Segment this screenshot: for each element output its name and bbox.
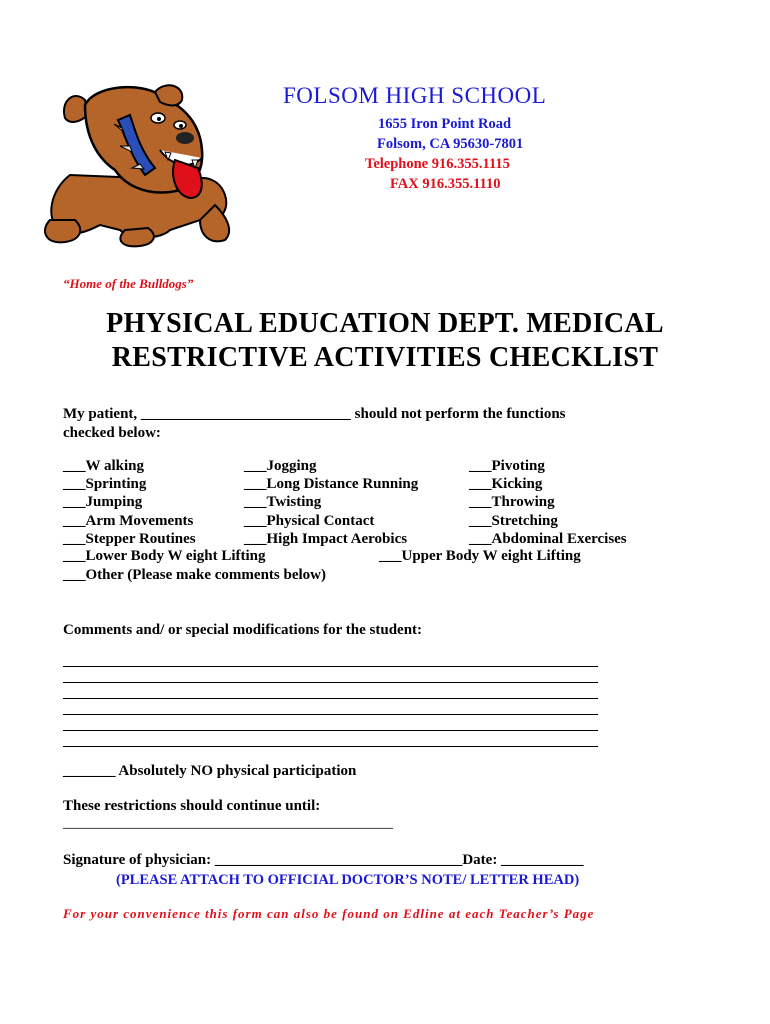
checked-below-label: checked below: xyxy=(63,425,161,441)
comment-line[interactable] xyxy=(63,666,598,667)
comments-label: Comments and/ or special modifications for the student: xyxy=(63,622,423,638)
comment-line[interactable] xyxy=(63,730,598,731)
attach-note: (PLEASE ATTACH TO OFFICIAL DOCTOR’S NOTE/ LETTER HEAD) xyxy=(116,872,580,888)
activity-kicking[interactable]: ___Kicking xyxy=(469,476,543,493)
activity-other[interactable]: ___Other (Please make comments below) xyxy=(63,567,326,583)
activity-stepper-routines[interactable]: ___Stepper Routines xyxy=(63,530,196,547)
comment-line[interactable] xyxy=(63,698,598,699)
activity-sprinting[interactable]: ___Sprinting xyxy=(63,476,147,493)
activity-twisting[interactable]: ___Twisting xyxy=(244,494,322,511)
activity-abdominal-exercises[interactable]: ___Abdominal Exercises xyxy=(469,530,627,547)
bulldog-icon xyxy=(30,80,255,250)
patient-name-line: My patient, ____________________________ should not perform the functions xyxy=(63,406,566,422)
activity-physical-contact[interactable]: ___Physical Contact xyxy=(244,512,375,529)
telephone: Telephone 916.355.1115 xyxy=(365,156,510,172)
address-line-1: 1655 Iron Point Road xyxy=(378,116,512,132)
activity-column-3 xyxy=(469,457,627,548)
fax: FAX 916.355.1110 xyxy=(390,176,501,192)
activity-stretching[interactable]: ___Stretching xyxy=(469,512,558,529)
activity-arm-movements[interactable]: ___Arm Movements xyxy=(63,512,194,529)
activity-lower-body-weight-lifting[interactable]: ___Lower Body W eight Lifting xyxy=(63,548,266,564)
activity-column-1 xyxy=(63,457,196,548)
activity-jumping[interactable]: ___Jumping xyxy=(63,494,143,511)
school-motto: “Home of the Bulldogs” xyxy=(63,276,194,291)
comment-line[interactable] xyxy=(63,746,598,747)
activity-jogging[interactable]: ___Jogging xyxy=(244,458,317,474)
form-title-line-1: PHYSICAL EDUCATION DEPT. MEDICAL xyxy=(106,308,664,339)
continue-until-label: These restrictions should continue until: xyxy=(63,798,321,814)
bulldog-mascot-logo xyxy=(30,80,255,250)
activity-pivoting[interactable]: ___Pivoting xyxy=(469,458,545,474)
activity-long-distance-running[interactable]: ___Long Distance Running xyxy=(244,476,419,493)
activity-upper-body-weight-lifting[interactable]: ___Upper Body W eight Lifting xyxy=(379,548,581,564)
activity-high-impact-aerobics[interactable]: ___High Impact Aerobics xyxy=(244,530,408,547)
form-title-line-2: RESTRICTIVE ACTIVITIES CHECKLIST xyxy=(111,342,659,373)
no-participation-option[interactable]: _______ Absolutely NO physical participation xyxy=(63,763,357,779)
school-name: FOLSOM HIGH SCHOOL xyxy=(283,83,547,108)
physician-signature-line[interactable]: Signature of physician: _________________________________Date: ___________ xyxy=(63,852,584,868)
comment-line[interactable] xyxy=(63,714,598,715)
activity-column-2 xyxy=(244,457,418,548)
footer-note: For your convenience this form can also be found on Edline at each Teacher’s Page xyxy=(63,906,595,921)
continue-until-field[interactable]: ____________________________________________ xyxy=(63,815,393,831)
address-line-2: Folsom, CA 95630-7801 xyxy=(377,136,524,152)
activity-throwing[interactable]: ___Throwing xyxy=(469,494,555,511)
comment-line[interactable] xyxy=(63,682,598,683)
activity-walking[interactable]: ___W alking xyxy=(63,458,144,474)
